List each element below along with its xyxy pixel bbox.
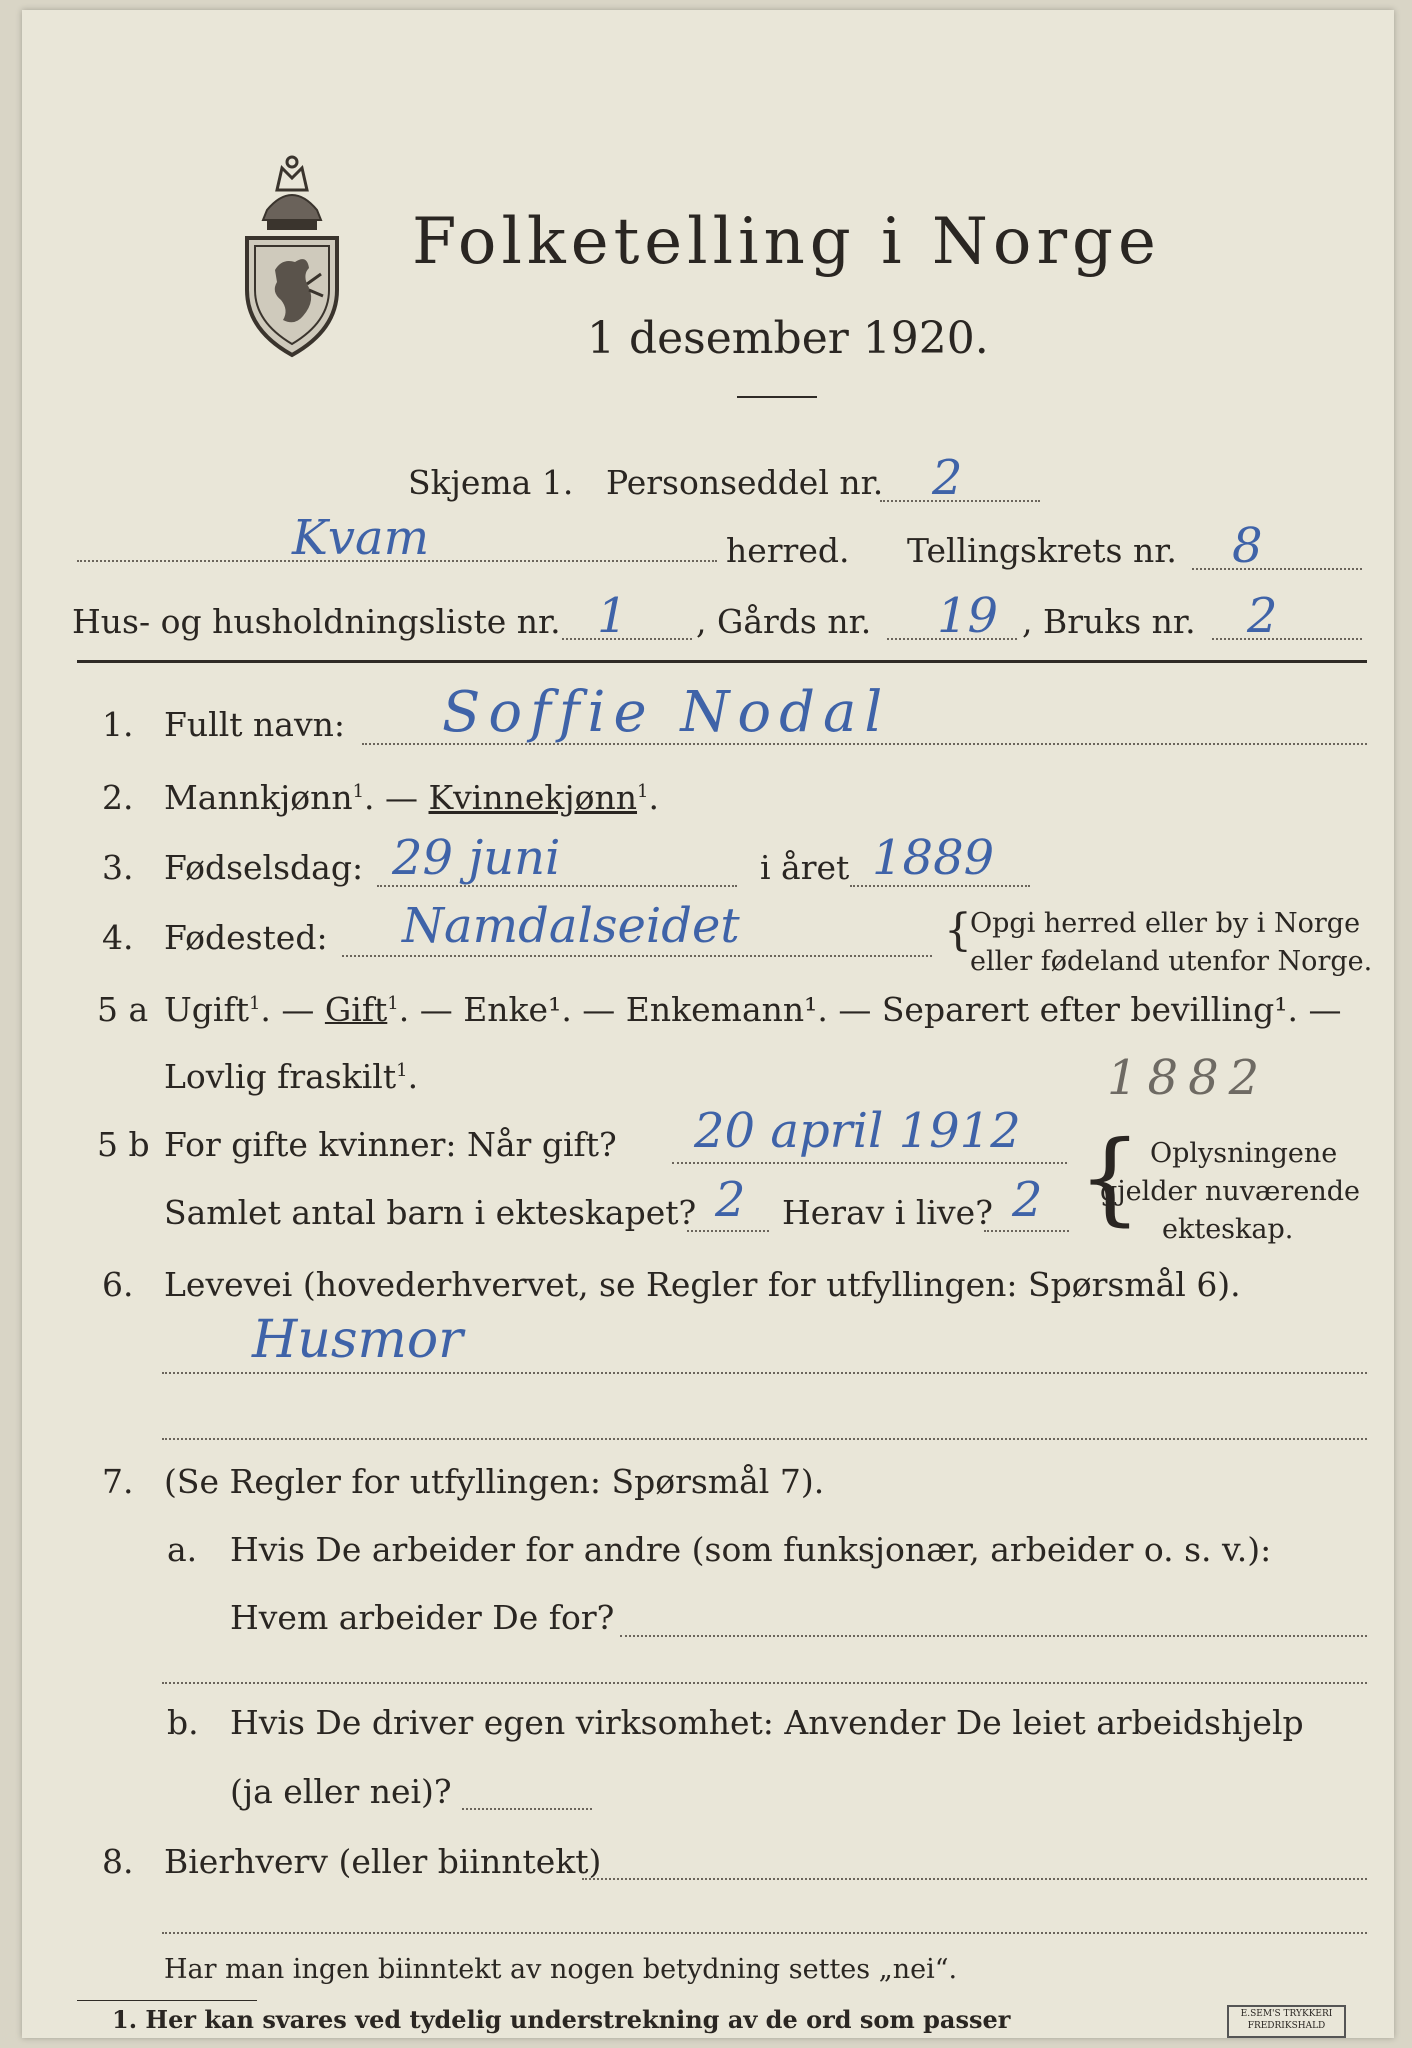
q5b-barn-value: 2 <box>715 1172 746 1228</box>
q2-kvinne[interactable]: Kvinnekjønn <box>428 778 638 817</box>
q5a-pencil-note: 1882 <box>1107 1050 1270 1106</box>
coat-of-arms-icon <box>237 150 347 360</box>
q5b-note-2: gjelder nuværende <box>1100 1176 1360 1207</box>
q8-field-1[interactable] <box>582 1878 1367 1880</box>
q1-number: 1. <box>102 705 134 744</box>
q5a-fraskilt[interactable]: Lovlig fraskilt <box>164 1057 397 1096</box>
q2-mann[interactable]: Mannkjønn <box>164 778 353 817</box>
q4-label: Fødested: <box>164 918 328 957</box>
q4-brace: { <box>944 905 972 956</box>
bruks-value: 2 <box>1247 588 1278 644</box>
title-divider <box>737 396 817 398</box>
form-title: Folketelling i Norge <box>412 205 1161 279</box>
printer-stamp <box>1227 2005 1346 2038</box>
q5a-line2: Lovlig fraskilt$^1$. <box>164 1057 419 1096</box>
q3-year-value: 1889 <box>872 830 995 886</box>
tellingskrets-value: 8 <box>1232 518 1263 574</box>
husholdning-value: 1 <box>597 588 628 644</box>
q4-note-2: eller fødeland utenfor Norge. <box>970 946 1373 977</box>
q4-value: Namdalseidet <box>402 898 740 954</box>
bruks-field[interactable] <box>1212 638 1362 640</box>
herred-label: herred. <box>726 531 850 570</box>
herred-value: Kvam <box>292 510 430 566</box>
q4-note-1: Opgi herred eller by i Norge <box>970 908 1361 939</box>
q5a-gift[interactable]: Gift <box>324 990 388 1029</box>
husholdning-label: Hus- og husholdningsliste nr. <box>72 602 561 641</box>
q6-label: Levevei (hovederhvervet, se Regler for utfyllingen: Spørsmål 6). <box>164 1265 1241 1304</box>
q7a-field-1[interactable] <box>620 1635 1367 1637</box>
q7-number: 7. <box>102 1462 134 1501</box>
q4-field[interactable] <box>342 955 932 957</box>
q8-field-2[interactable] <box>162 1932 1367 1934</box>
q7b-letter: b. <box>167 1703 199 1742</box>
note-nei: Har man ingen biinntekt av nogen betydning settes „nei“. <box>164 1954 958 1985</box>
q5b-note-3: ekteskap. <box>1162 1214 1294 1245</box>
printer-stamp-line-2: FREDRIKSHALD <box>1247 2021 1326 2031</box>
q1-value: Soffie Nodal <box>442 680 891 745</box>
footnote: 1. Her kan svares ved tydelig understrekning av de ord som passer <box>112 2005 1011 2034</box>
q5b-brace: { <box>1078 1119 1142 1236</box>
q7b-field[interactable] <box>462 1808 592 1810</box>
q2-line: Mannkjønn$^1$. — Kvinnekjønn$^1$. <box>164 778 659 817</box>
tellingskrets-field[interactable] <box>1192 568 1362 570</box>
q5b-number: 5 b <box>97 1125 150 1164</box>
q6-field-2[interactable] <box>162 1438 1367 1440</box>
q3-number: 3. <box>102 848 134 887</box>
q5a-other-options[interactable]: . — Enke¹. — Enkemann¹. — Separert efter bevilling¹. — <box>398 990 1342 1029</box>
q6-value: Husmor <box>252 1310 463 1370</box>
personseddel-value: 2 <box>932 450 963 506</box>
q5b-barn-label: Samlet antal barn i ekteskapet? <box>164 1193 697 1232</box>
q3-day-value: 29 juni <box>392 830 561 886</box>
header-divider <box>77 660 1367 663</box>
q7-label: (Se Regler for utfyllingen: Spørsmål 7). <box>164 1462 825 1501</box>
q3-label: Fødselsdag: <box>164 848 364 887</box>
q7a-question: Hvem arbeider De for? <box>230 1598 615 1637</box>
q5b-live-label: Herav i live? <box>782 1193 993 1232</box>
q7a-letter: a. <box>167 1530 198 1569</box>
q8-label: Bierhverv (eller biinntekt) <box>164 1842 602 1881</box>
q7b-text: Hvis De driver egen virksomhet: Anvender De leiet arbeidshjelp <box>230 1703 1304 1742</box>
q5a-line: Ugift$^1$. — Gift$^1$. — Enke¹. — Enkemann¹. — Separert efter bevilling¹. — <box>164 990 1342 1029</box>
form-date: 1 desember 1920. <box>587 313 989 364</box>
q6-field-1[interactable] <box>162 1372 1367 1374</box>
q5b-live-value: 2 <box>1012 1172 1043 1228</box>
tellingskrets-label: Tellingskrets nr. <box>907 531 1177 570</box>
q6-number: 6. <box>102 1265 134 1304</box>
q1-label: Fullt navn: <box>164 705 345 744</box>
q7a-text: Hvis De arbeider for andre (som funksjonær, arbeider o. s. v.): <box>230 1530 1272 1569</box>
q7b-question: (ja eller nei)? <box>230 1772 452 1811</box>
q7a-field-2[interactable] <box>162 1682 1367 1684</box>
q4-number: 4. <box>102 918 134 957</box>
q8-number: 8. <box>102 1842 134 1881</box>
q5a-ugift[interactable]: Ugift <box>164 990 249 1029</box>
q5b-date-field[interactable] <box>672 1162 1067 1164</box>
gards-value: 19 <box>937 588 999 644</box>
q5b-date-value: 20 april 1912 <box>694 1103 1021 1159</box>
q5b-label: For gifte kvinner: Når gift? <box>164 1125 617 1164</box>
bruks-label: , Bruks nr. <box>1022 602 1196 641</box>
schema-label: Skjema 1. <box>408 463 574 502</box>
personseddel-label: Personseddel nr. <box>606 463 884 502</box>
census-form-page <box>22 10 1394 2038</box>
q5b-live-field[interactable] <box>984 1230 1069 1232</box>
q3-year-label: i året <box>760 848 850 887</box>
q5a-number: 5 a <box>97 990 149 1029</box>
printer-stamp-line-1: E.SEM'S TRYKKERI <box>1240 2009 1333 2019</box>
q5b-note-1: Oplysningene <box>1150 1138 1338 1169</box>
q5b-barn-field[interactable] <box>687 1230 769 1232</box>
footnote-divider <box>77 2000 257 2001</box>
q2-number: 2. <box>102 778 134 817</box>
gards-label: , Gårds nr. <box>696 602 872 641</box>
